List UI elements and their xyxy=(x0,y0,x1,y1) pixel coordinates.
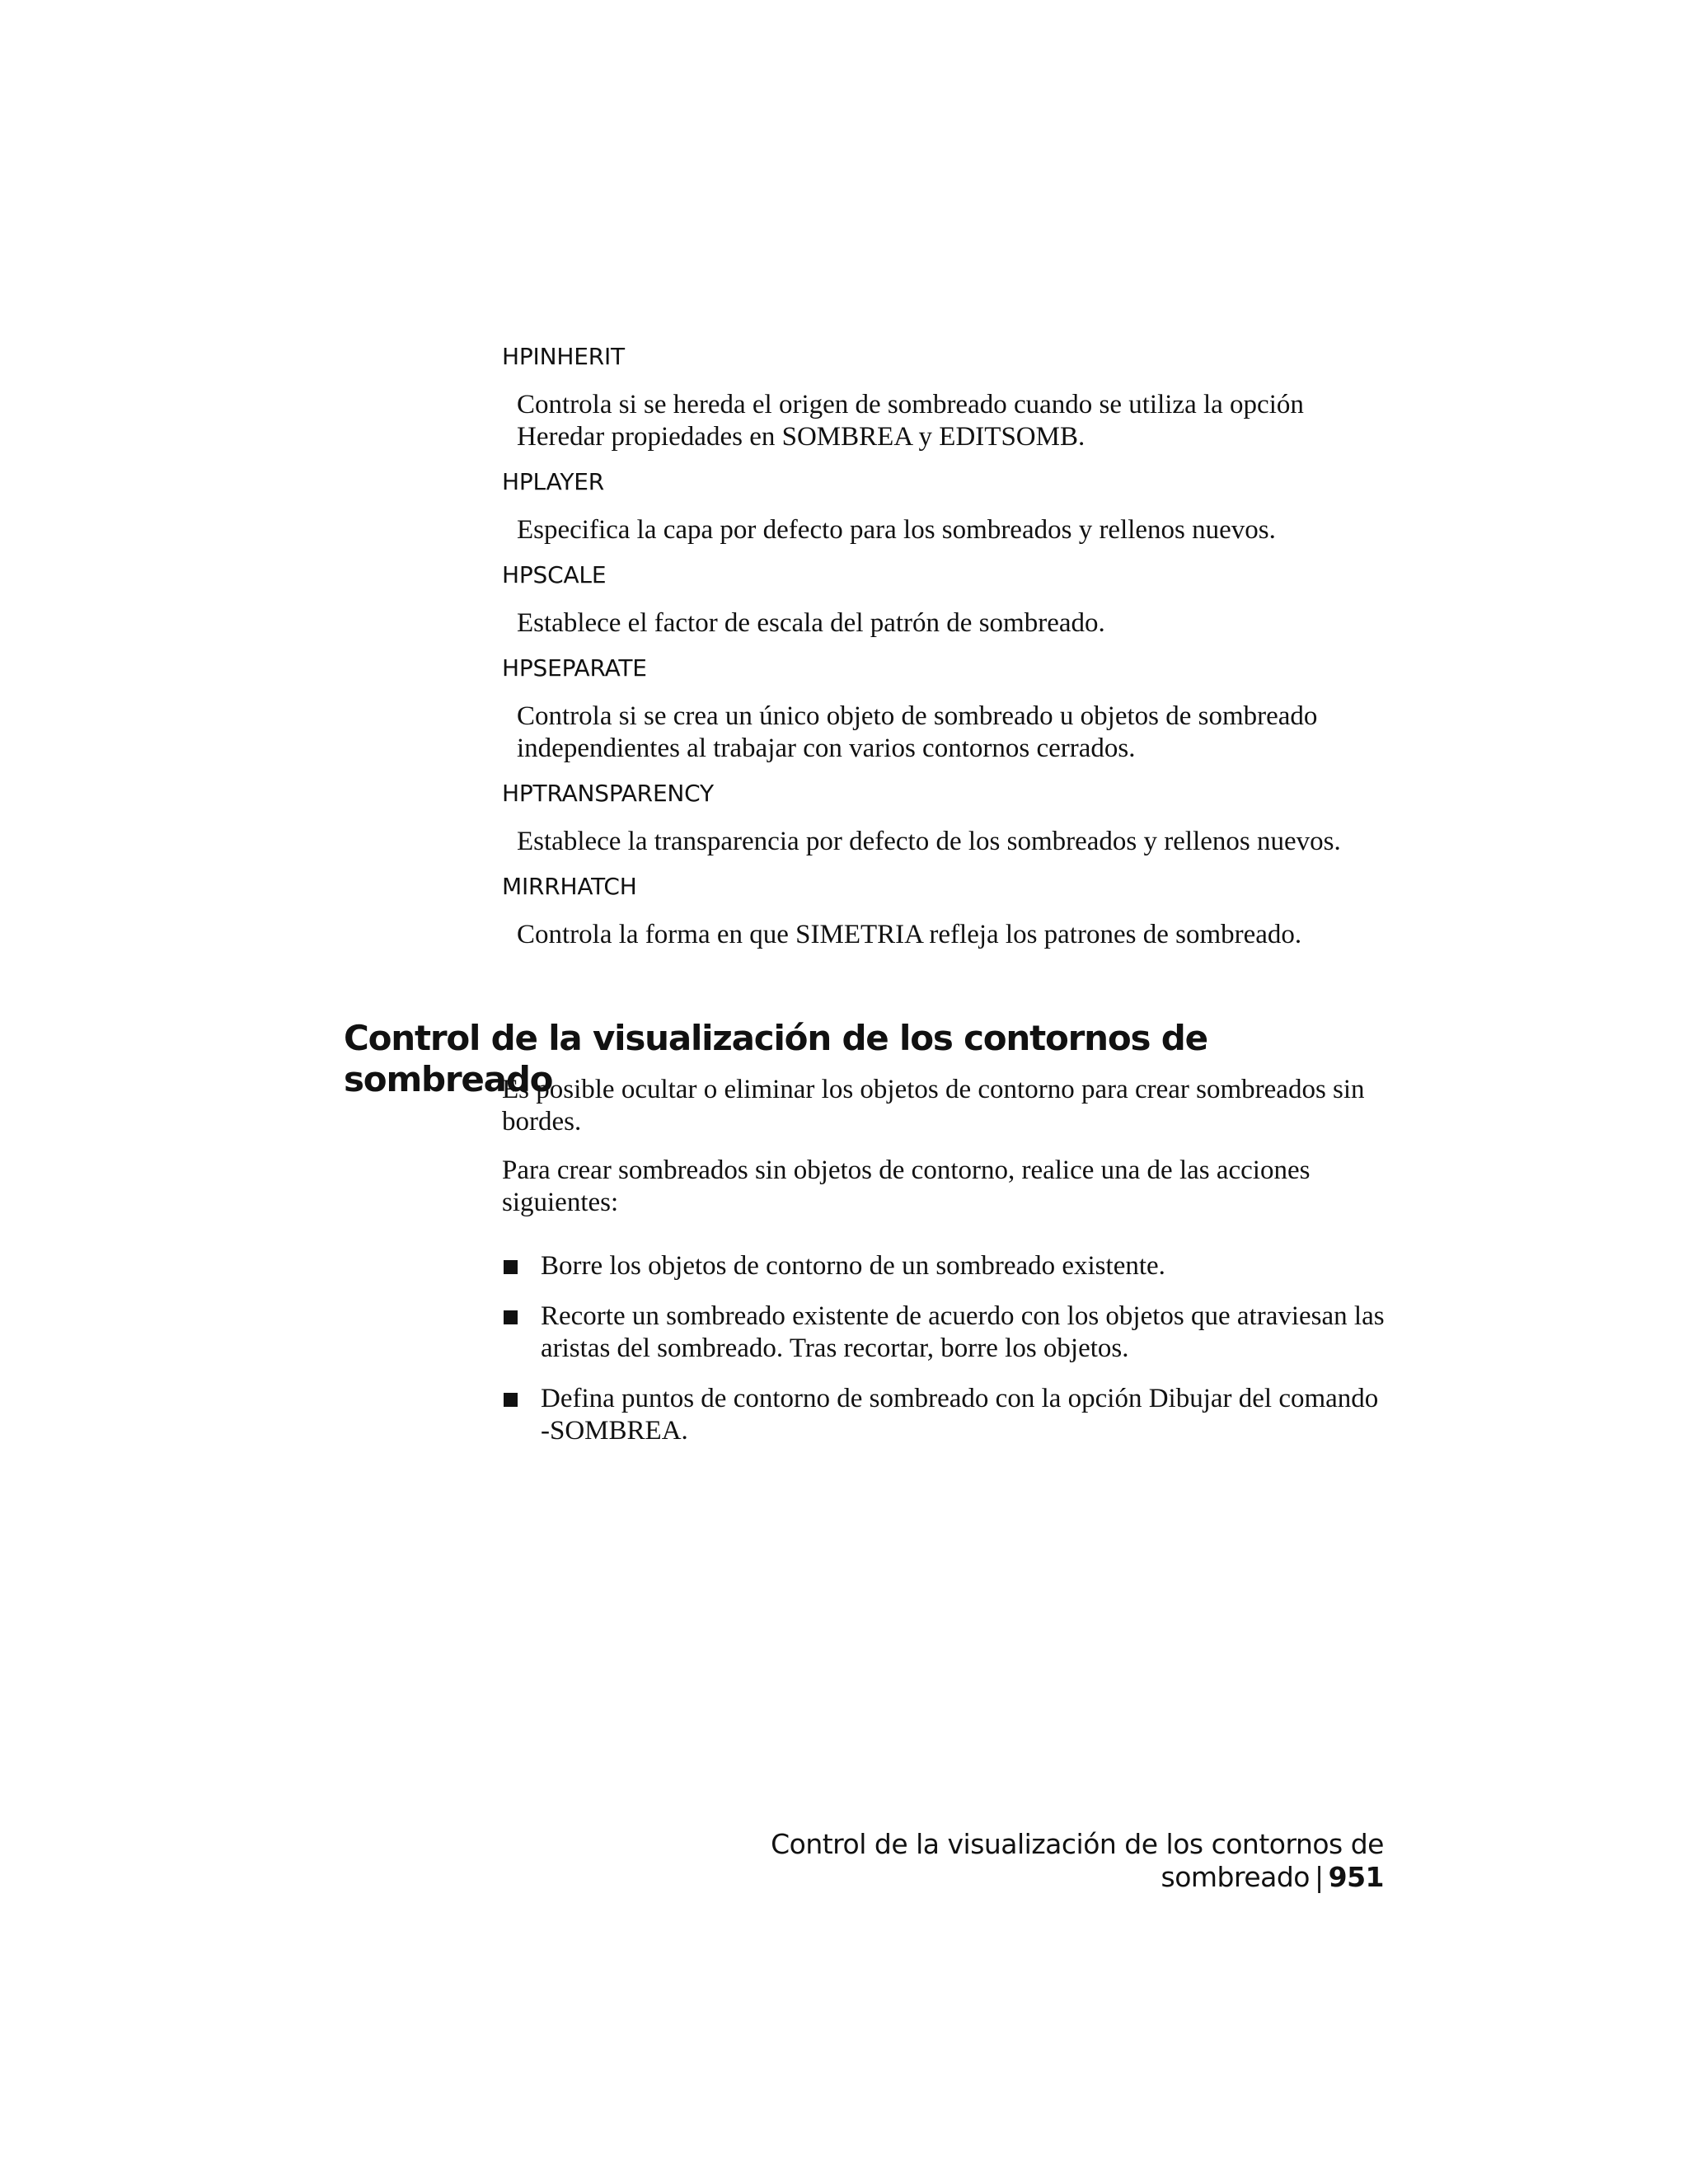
variable-name: HPSCALE xyxy=(502,561,607,588)
variable-entry xyxy=(502,654,1384,765)
square-bullet-icon xyxy=(504,1260,518,1274)
section-heading: Control de la visualización de los contornos de sombreado xyxy=(344,1018,1207,1099)
variable-description: Controla la forma en que SIMETRIA refleja los patrones de sombreado. xyxy=(517,920,1302,949)
list-item xyxy=(502,1383,1392,1447)
section-body xyxy=(502,1074,1392,1465)
variable-name: HPLAYER xyxy=(502,468,605,495)
variable-description: Establece la transparencia por defecto de los sombreados y rellenos nuevos. xyxy=(517,827,1341,856)
variable-description: Especifica la capa por defecto para los sombreados y rellenos nuevos. xyxy=(517,515,1276,545)
list-item-text: Defina puntos de contorno de sombreado con la opción Dibujar del comando -SOMBREA. xyxy=(541,1384,1379,1446)
variable-entry xyxy=(502,780,1384,858)
list-item-text: Recorte un sombreado existente de acuerdo con los objetos que atraviesan las aristas del sombreado. Tras recortar, borre los objetos. xyxy=(541,1301,1385,1363)
variable-description: Establece el factor de escala del patrón de sombreado. xyxy=(517,608,1105,638)
footer-separator: | xyxy=(1314,1861,1324,1893)
variable-entry xyxy=(502,468,1384,546)
square-bullet-icon xyxy=(504,1310,518,1324)
list-item xyxy=(502,1301,1392,1365)
variable-entry xyxy=(502,561,1384,640)
variable-description: Controla si se hereda el origen de sombreado cuando se utiliza la opción Heredar propiedades en SOMBREA y EDITSOMB. xyxy=(517,390,1304,452)
footer-title: Control de la visualización de los contornos de sombreado xyxy=(771,1828,1384,1893)
variable-description: Controla si se crea un único objeto de sombreado u objetos de sombreado independientes al trabajar con varios contornos cerrados. xyxy=(517,701,1318,763)
variable-name: HPSEPARATE xyxy=(502,654,647,682)
page-footer xyxy=(577,1828,1384,1894)
variable-name: HPTRANSPARENCY xyxy=(502,780,714,807)
bullet-list xyxy=(502,1250,1392,1447)
variable-name: HPINHERIT xyxy=(502,343,625,370)
system-variables-list xyxy=(502,343,1384,966)
variable-entry xyxy=(502,873,1384,951)
square-bullet-icon xyxy=(504,1393,518,1407)
section-paragraph: Para crear sombreados sin objetos de contorno, realice una de las acciones siguientes: xyxy=(502,1155,1311,1217)
section-paragraph: Es posible ocultar o eliminar los objetos de contorno para crear sombreados sin bordes. xyxy=(502,1075,1365,1137)
list-item-text: Borre los objetos de contorno de un sombreado existente. xyxy=(541,1251,1165,1281)
variable-entry xyxy=(502,343,1384,453)
variable-name: MIRRHATCH xyxy=(502,873,637,900)
page-number: 951 xyxy=(1328,1861,1384,1893)
list-item xyxy=(502,1250,1392,1282)
